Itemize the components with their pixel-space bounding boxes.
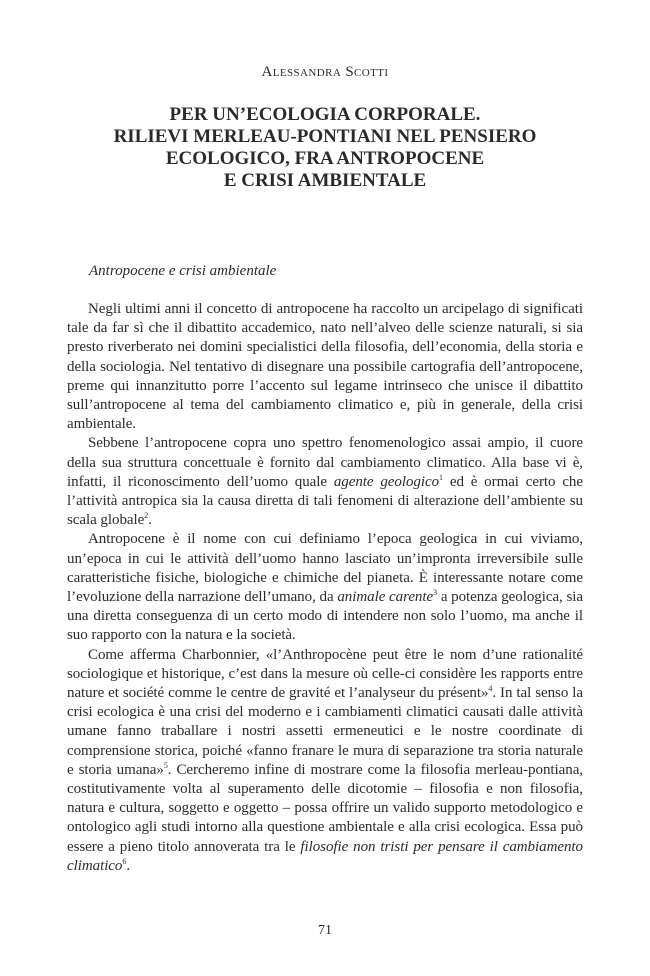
paragraph: Negli ultimi anni il concetto di antropocene ha raccolto un arcipelago di significati tale da far sì che il dibattito accademico, nato nell’alveo delle scienze naturali, si sia presto riverberato nei domini specialistici della filosofia, dell’economia, della storia e della sociologia. Nel tentativo di disegnare una possibile cartografia dell’antropocene, preme qui innanzitutto porre l’accento sul legame intrinseco che unisce il dibattito sull’antropocene al tema del cambiamento climatico e, più in generale, della crisi ambientale. [67,301,583,433]
footnote-ref[interactable]: 2 [144,511,149,521]
footnote-ref[interactable]: 1 [439,472,443,482]
text-run: ed è ormai certo che l’attività antropica sia la causa diretta di tali fenomeni di alterazione dell’ambiente su scala globale [67,473,583,529]
emphasis: filosofie non tristi per pensare il cambiamento climatico [67,838,583,874]
footnote-ref[interactable]: 6 [122,856,127,866]
title-line: ECOLOGICO, FRA ANTROPOCENE [165,148,485,169]
paragraph [67,434,583,530]
emphasis: agente geologico [333,473,440,490]
text-run: . In tal senso la crisi ecologica è una crisi del moderno e i cambiamenti climatici causati dalle attività umane fanno traballare i nostri assetti ermeneutici e le nostre coordinate di comprensione storica, poiché «fanno franare le mura di separazione tra storia naturale e storia umana» [67,685,583,778]
text-run: . [126,857,131,874]
text-run: . Cercheremo infine di mostrare come la filosofia merleau-pontiana, costitutivamente volta al superamento delle dicotomie – filosofia e non filosofia, natura e cultura, soggetto e oggetto – possa offrire un valido supporto metodologico e ontologico agli studi intorno alla questione ambientale e alla crisi ecologica. Essa può essere a pieno titolo annoverata tra le [67,761,584,855]
section-heading: Antropocene e crisi ambientale [89,263,277,279]
text-run: Antropocene è il nome con cui definiamo l’epoca geologica in cui viviamo, un’epoca in cui le attività dell’uomo hanno lasciato un’impronta irreversibile sulle caratteristiche fisiche, biologiche e chimiche del pianeta. È interessante notare come l’evoluzione della narrazione dell’umano, da [67,531,583,606]
footnote-ref[interactable]: 3 [433,588,438,598]
author-name: Alessandra Scotti [261,64,389,80]
title-line: RILIEVI MERLEAU-PONTIANI NEL PENSIERO [113,126,537,147]
title-line: E CRISI AMBIENTALE [223,170,427,191]
paragraph [67,530,583,645]
text-run: . [148,512,152,529]
emphasis: animale carente [337,589,434,606]
body-text [67,300,583,876]
text-run: a potenza geologica, sia una diretta conseguenza di un certo modo di intendere non solo l’uomo, ma anche il suo rapporto con la natura e la società. [67,589,583,644]
title-line: PER UN’ECOLOGIA CORPORALE. [169,104,481,125]
paragraph [67,646,583,876]
text-run: Come afferma Charbonnier, «l’Anthropocène peut être le nom d’une rationalité sociologique et historique, c’est dans la mesure où celle-ci considère les rapports entre nature et société comme le centre de gravité et l’analyseur du présent» [67,646,583,702]
page-number: 71 [318,923,332,938]
article-title [60,104,590,192]
footnote-ref[interactable]: 5 [163,760,168,770]
text-run: Sebbene l’antropocene copra uno spettro fenomenologico assai ampio, il cuore della sua struttura concettuale è fornito dal cambiamento climatico. Alla base vi è, infatti, il riconoscimento dell’uomo quale [67,435,583,490]
footnote-ref[interactable]: 4 [488,684,493,694]
